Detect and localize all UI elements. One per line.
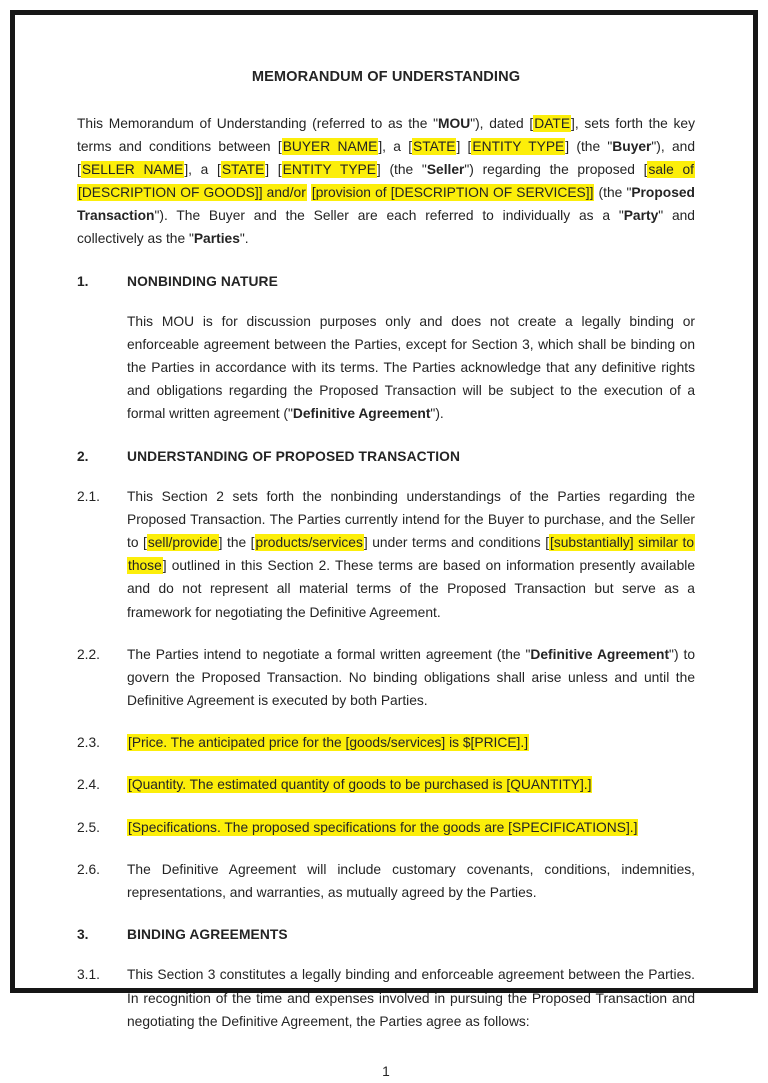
- text-run: This Section 3 constitutes a legally binding and enforceable agreement between the Parties. In recognition of the time and expenses involved in pursuing the Proposed Transaction and negotiating the Definitive Agreement, the Parties agree as follows:: [127, 967, 695, 1029]
- placeholder-highlight: ENTITY TYPE: [472, 138, 565, 154]
- section-number: 2.3.: [77, 735, 101, 751]
- paragraph-text: [127, 310, 695, 426]
- placeholder-highlight: BUYER NAME: [282, 138, 378, 154]
- text-run: " and collectively as the ": [77, 208, 695, 247]
- paragraph-row: [77, 643, 695, 713]
- document-title: MEMORANDUM OF UNDERSTANDING: [251, 69, 521, 85]
- text-run: The Definitive Agreement will include customary covenants, conditions, indemnities, representations, and warranties, as mutually agreed by the Parties.: [127, 861, 695, 900]
- placeholder-highlight: [Price. The anticipated price for the [goods/services] is $[PRICE].]: [128, 735, 529, 751]
- placeholder-highlight: DATE: [534, 115, 571, 131]
- page-number: 1: [382, 1063, 390, 1079]
- paragraph-text: [127, 963, 695, 1033]
- section-heading-row: [77, 270, 695, 293]
- paragraph-row: [77, 773, 695, 796]
- paragraph-text: [127, 731, 695, 754]
- paragraph-text: [127, 773, 695, 796]
- text-run: ] (the ": [376, 161, 427, 177]
- text-run: ], a [: [184, 161, 221, 177]
- intro-paragraph: [77, 112, 695, 251]
- text-run: ], a [: [378, 138, 413, 154]
- section-heading-text: [127, 445, 695, 468]
- text-run: ".: [239, 231, 249, 247]
- section-number: 2.4.: [77, 777, 101, 793]
- paragraph-row: [77, 731, 695, 754]
- section-number: 2.2.: [77, 646, 101, 662]
- text-run: This Section 2 sets forth the nonbinding understandings of the Parties regarding the Proposed Transaction. The Parties currently intend for the Buyer to purchase, and the Seller to [: [127, 488, 695, 551]
- text-run: The Parties intend to negotiate a formal written agreement (the ": [127, 646, 531, 662]
- section-number: 2.5.: [77, 819, 101, 835]
- text-run: (the ": [594, 185, 632, 201]
- text-run: UNDERSTANDING OF PROPOSED TRANSACTION: [127, 448, 461, 464]
- text-run: "), and [: [77, 138, 696, 177]
- text-run: NONBINDING NATURE: [127, 273, 278, 289]
- document-page: [10, 10, 758, 1079]
- text-run: This MOU is for discussion purposes only and does not create a legally binding or enforceable agreement between the Parties, except for Section 3, which shall be binding on the Parties in accordance with its terms. The Parties acknowledge that any definitive rights and obligations regarding the Proposed Transaction will be subject to the execution of a formal written agreement (": [127, 313, 695, 422]
- text-run: Definitive Agreement: [292, 406, 431, 422]
- paragraph-row: [77, 310, 695, 426]
- text-run: ").: [430, 406, 444, 422]
- paragraph-row: [77, 963, 695, 1033]
- placeholder-highlight: STATE: [413, 138, 456, 154]
- paragraph-row: [77, 858, 695, 904]
- text-run: ] [: [265, 161, 282, 177]
- placeholder-highlight: ENTITY TYPE: [282, 161, 376, 177]
- text-run: ] (the ": [565, 138, 613, 154]
- text-run: "). The Buyer and the Seller are each referred to individually as a ": [154, 208, 624, 224]
- placeholder-highlight: sale of [DESCRIPTION OF GOODS]] and/or: [78, 161, 694, 201]
- text-run: ") regarding the proposed [: [464, 161, 648, 177]
- placeholder-highlight: sell/provide: [147, 535, 218, 551]
- text-run: Definitive Agreement: [530, 646, 670, 662]
- placeholder-highlight: SELLER NAME: [81, 161, 184, 177]
- placeholder-highlight: [Specifications. The proposed specifications for the goods are [SPECIFICATIONS].]: [128, 819, 638, 835]
- section-number: 3.: [77, 927, 89, 943]
- text-run: Parties: [193, 231, 240, 247]
- section-number: 1.: [77, 273, 89, 289]
- placeholder-highlight: products/services: [255, 535, 363, 551]
- text-run: ] under terms and conditions [: [363, 535, 550, 551]
- placeholder-highlight: [Quantity. The estimated quantity of goods to be purchased is [QUANTITY].]: [128, 777, 592, 793]
- section-heading-row: [77, 923, 695, 946]
- text-run: ] [: [456, 138, 472, 154]
- text-run: ") to govern the Proposed Transaction. No binding obligations shall arise unless and until the Definitive Agreement is executed by both Parties.: [127, 646, 696, 709]
- paragraph-text: [127, 816, 695, 839]
- section-number: 3.1.: [77, 967, 101, 983]
- placeholder-highlight: [substantially] similar to those: [128, 535, 694, 574]
- text-run: ] the [: [218, 535, 255, 551]
- section-heading-text: [127, 270, 695, 293]
- text-run: This Memorandum of Understanding (referred to as the ": [77, 115, 438, 131]
- section-number: 2.1.: [77, 488, 101, 504]
- text-run: Buyer: [612, 138, 652, 154]
- placeholder-highlight: STATE: [221, 161, 265, 177]
- text-run: Proposed Transaction: [77, 185, 695, 224]
- text-run: Party: [623, 208, 659, 224]
- paragraph-text: [127, 858, 695, 904]
- paragraph-text: [127, 643, 695, 713]
- placeholder-highlight: [provision of [DESCRIPTION OF SERVICES]]: [311, 185, 594, 201]
- section-number: 2.: [77, 448, 89, 464]
- text-run: "), dated [: [470, 115, 534, 131]
- paragraph-row: [77, 485, 695, 624]
- section-heading-row: [77, 445, 695, 468]
- paragraph-row: [77, 816, 695, 839]
- paragraph-text: [127, 485, 695, 624]
- section-number: 2.6.: [77, 861, 101, 877]
- paragraph-text: [77, 112, 695, 251]
- text-run: ], sets forth the key terms and conditions between [: [77, 115, 696, 154]
- text-run: BINDING AGREEMENTS: [127, 927, 288, 943]
- text-run: MOU: [437, 115, 471, 131]
- document-body: [77, 112, 695, 1052]
- text-run: ] outlined in this Section 2. These terms are based on information presently available and do not represent all material terms of the Proposed Transaction but serve as a framework for negotiating the Definitive Agreement.: [127, 558, 695, 620]
- text-run: Seller: [426, 161, 465, 177]
- section-heading-text: [127, 923, 695, 946]
- section-number: [77, 310, 127, 426]
